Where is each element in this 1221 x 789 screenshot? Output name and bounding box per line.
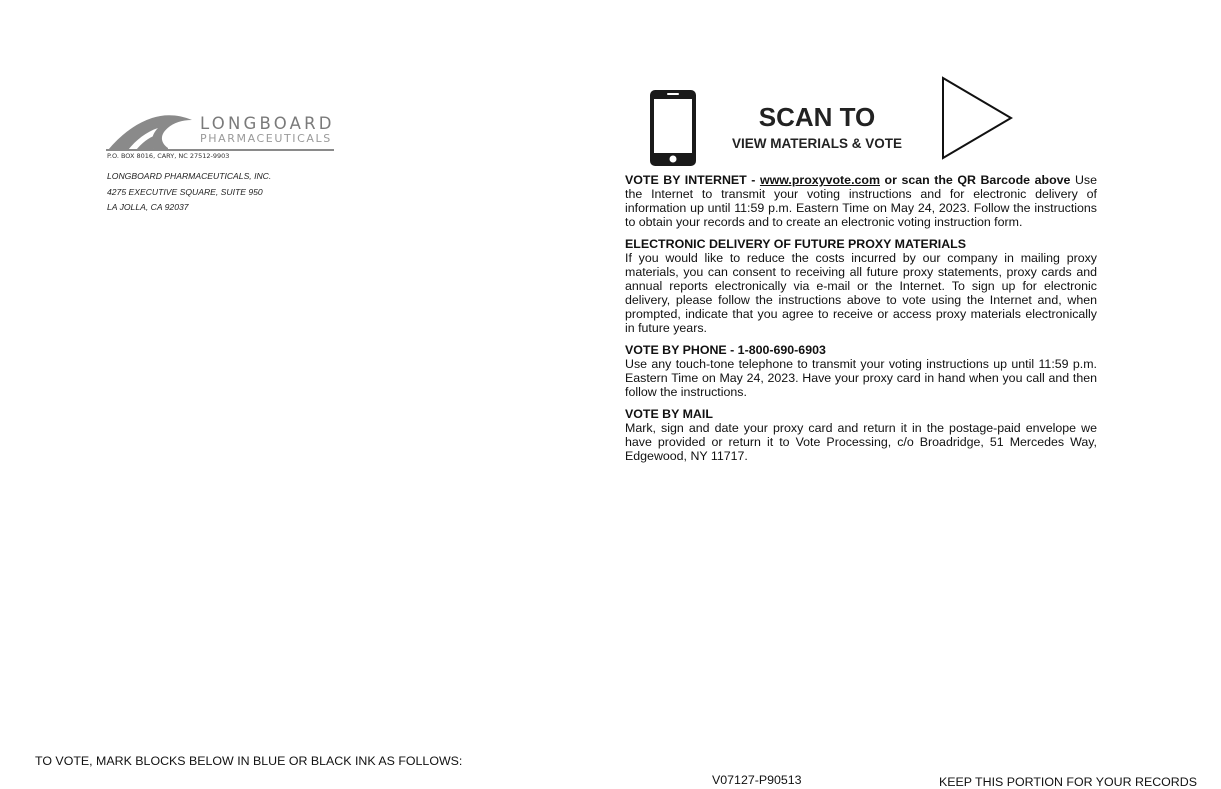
address-line-3: LA JOLLA, CA 92037 [107,202,189,212]
mail-heading: VOTE BY MAIL [625,407,713,421]
keep-portion-label: KEEP THIS PORTION FOR YOUR RECORDS [939,775,1197,789]
internet-section [625,173,1097,229]
phone-body: Use any touch-tone telephone to transmit your voting instructions up until 11:59 p.m. Eastern Time on May 24, 2023. Have your proxy card in hand when you call and then follow the instructions. [625,357,1097,399]
play-triangle-icon [941,76,1015,167]
phone-section [625,343,1097,399]
logo-name: LONGBOARD [200,114,335,133]
po-box-address: P.O. BOX 8016, CARY, NC 27512-9903 [107,152,230,160]
wave-logo-icon [106,110,198,152]
mail-body: Mark, sign and date your proxy card and return it in the postage-paid envelope we have provided or return it to Vote Processing, c/o Broadridge, 51 Mercedes Way, Edgewood, NY 11717. [625,421,1097,463]
electronic-section [625,237,1097,335]
job-code: V07127-P90513 [712,773,802,787]
electronic-heading: ELECTRONIC DELIVERY OF FUTURE PROXY MATERIALS [625,237,966,251]
phone-icon [649,89,697,172]
marking-instructions: TO VOTE, MARK BLOCKS BELOW IN BLUE OR BLACK INK AS FOLLOWS: [35,754,463,768]
scan-subtitle: VIEW MATERIALS & VOTE [731,136,902,151]
mail-section [625,407,1097,463]
phone-heading: VOTE BY PHONE - 1-800-690-6903 [625,343,826,357]
logo-divider [106,149,334,151]
internet-heading: VOTE BY INTERNET - [625,173,760,187]
proxyvote-link[interactable]: www.proxyvote.com [759,173,880,187]
electronic-body: If you would like to reduce the costs incurred by our company in mailing proxy materials, you can consent to receiving all future proxy statements, proxy cards and annual reports electronically via e-mail or the Internet. To sign up for electronic delivery, please follow the instructions above to vote using the Internet and, when prompted, indicate that you agree to receive or access proxy materials electronically in future years. [625,251,1097,335]
address-line-2: 4275 EXECUTIVE SQUARE, SUITE 950 [107,187,263,197]
scan-title: SCAN TO [758,102,876,132]
voting-instructions [625,173,1097,471]
internet-heading-tail: or scan the QR Barcode above [880,173,1071,187]
internet-body: Use the Internet to transmit your voting instructions and for electronic delivery of information up until 11:59 p.m. Eastern Time on May 24, 2023. Follow the instructions to obtain your records and to create an electronic voting instruction form. [625,173,1097,229]
logo-subtitle: PHARMACEUTICALS [200,132,332,145]
address-line-1: LONGBOARD PHARMACEUTICALS, INC. [107,171,272,181]
